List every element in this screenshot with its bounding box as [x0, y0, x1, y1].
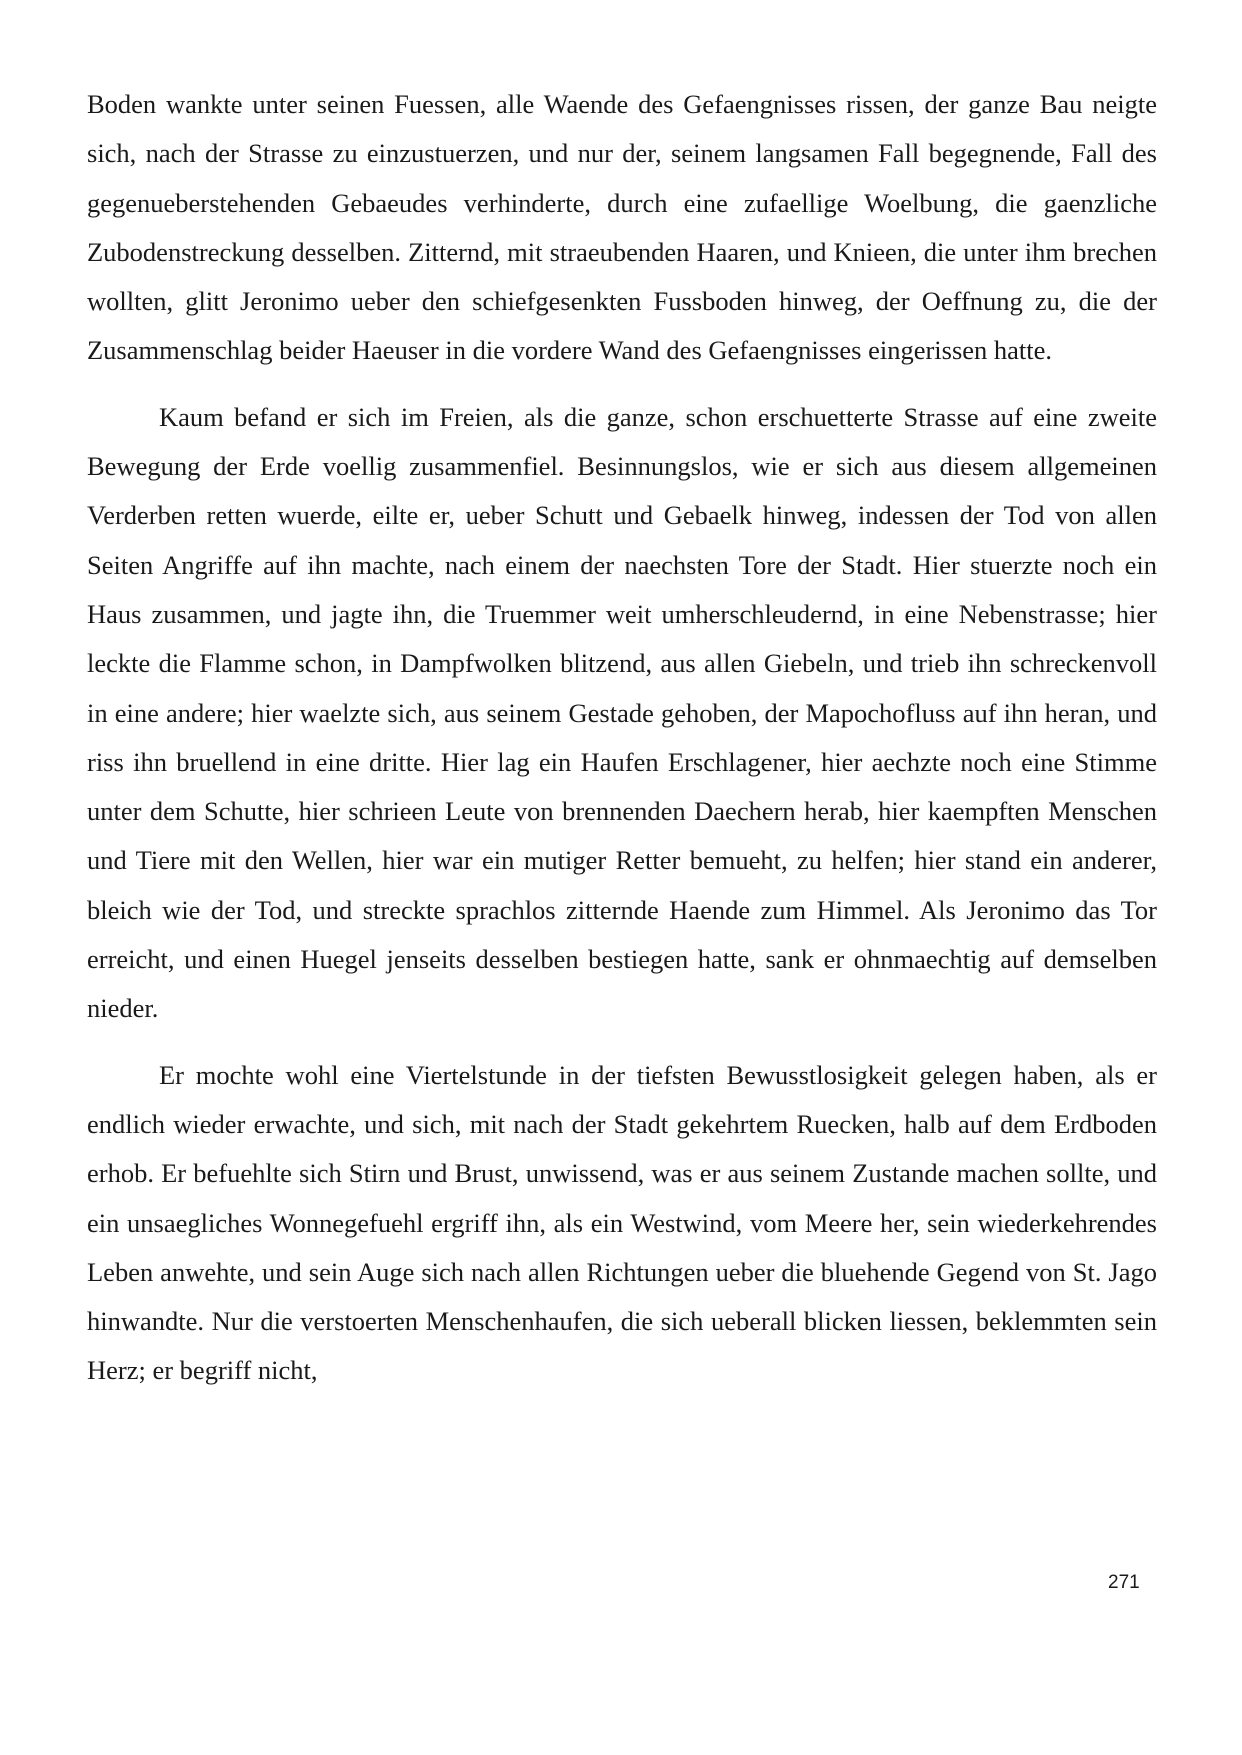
paragraph-3: Er mochte wohl eine Viertelstunde in der tiefsten Bewusstlosigkeit gelegen haben, als er endlich wieder erwachte, und sich, mit nach der Stadt gekehrtem Ruecken, halb auf dem Erdboden erhob. Er befuehlte sich Stirn und Brust, unwissend, was er aus seinem Zustande machen sollte, und ein unsaegliches Wonnegefuehl ergriff ihn, als ein Westwind, vom Meere her, sein wiederkehrendes Leben anwehte, und sein Auge sich nach allen Richtungen ueber die bluehende Gegend von St. Jago hinwandte. Nur die verstoerten Menschenhaufen, die sich ueberall blicken liessen, beklemmten sein Herz; er begriff nicht, — [87, 1059, 1157, 1386]
body-text — [87, 80, 1157, 1396]
page-number: 271 — [1108, 1572, 1140, 1593]
paragraph-1: Boden wankte unter seinen Fuessen, alle Waende des Gefaengnisses rissen, der ganze Bau neigte sich, nach der Strasse zu einzustuerzen, und nur der, seinem langsamen Fall begegnende, Fall des gegenueberstehenden Gebaeudes verhinderte, durch eine zufaellige Woelbung, die gaenzliche Zubodenstreckung desselben. Zitternd, mit straeubenden Haaren, und Knieen, die unter ihm brechen wollten, glitt Jeronimo ueber den schiefgesenkten Fussboden hinweg, der Oeffnung zu, die der Zusammenschlag beider Haeuser in die vordere Wand des Gefaengnisses eingerissen hatte. — [87, 89, 1157, 366]
paragraph-2: Kaum befand er sich im Freien, als die ganze, schon erschuetterte Strasse auf eine zweite Bewegung der Erde voellig zusammenfiel. Besinnungslos, wie er sich aus diesem allgemeinen Verderben retten wuerde, eilte er, ueber Schutt und Gebaelk hinweg, indessen der Tod von allen Seiten Angriffe auf ihn machte, nach einem der naechsten Tore der Stadt. Hier stuerzte noch ein Haus zusammen, und jagte ihn, die Truemmer weit umherschleudernd, in eine Nebenstrasse; hier leckte die Flamme schon, in Dampfwolken blitzend, aus allen Giebeln, und trieb ihn schreckenvoll in eine andere; hier waelzte sich, aus seinem Gestade gehoben, der Mapochofluss auf ihn heran, und riss ihn bruellend in eine dritte. Hier lag ein Haufen Erschlagener, hier aechzte noch eine Stimme unter dem Schutte, hier schrieen Leute von brennenden Daechern herab, hier kaempften Menschen und Tiere mit den Wellen, hier war ein mutiger Retter bemueht, zu helfen; hier stand ein anderer, bleich wie der Tod, und streckte sprachlos zitternde Haende zum Himmel. Als Jeronimo das Tor erreicht, und einen Huegel jenseits desselben bestiegen hatte, sank er ohnmaechtig auf demselben nieder. — [87, 401, 1157, 1024]
